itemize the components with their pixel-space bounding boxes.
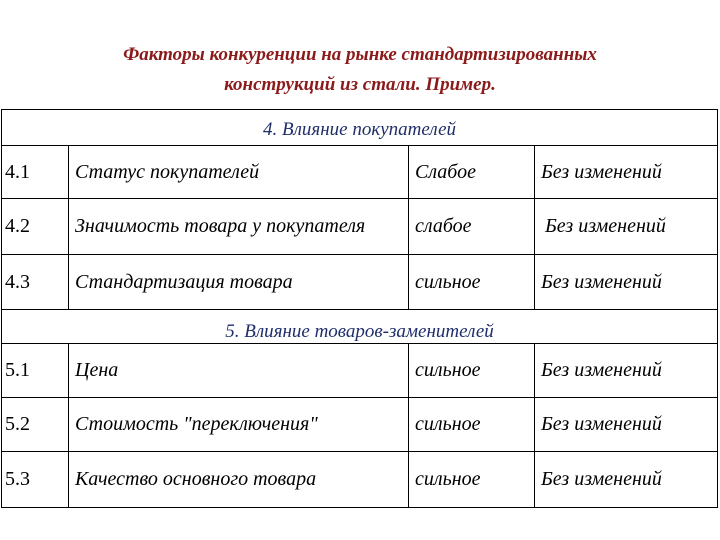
factor-name: Значимость товара у покупателя — [69, 199, 409, 255]
factor-name: Цена — [69, 344, 409, 398]
factor-name: Стоимость "переключения" — [69, 398, 409, 452]
section-heading: 5. Влияние товаров-заменителей — [2, 310, 718, 344]
page-title — [0, 40, 720, 100]
title-line-2: конструкций из стали. Пример. — [224, 74, 496, 95]
factor-change: Без изменений — [535, 146, 718, 199]
factor-strength: сильное — [409, 398, 535, 452]
table-row — [2, 398, 718, 452]
factor-change: Без изменений — [535, 344, 718, 398]
factor-strength: сильное — [409, 452, 535, 508]
section-heading: 4. Влияние покупателей — [2, 110, 718, 146]
table-row — [2, 255, 718, 310]
section-header-row — [2, 110, 718, 146]
row-number: 4.2 — [2, 199, 69, 255]
section-header-row — [2, 310, 718, 344]
row-number: 5.1 — [2, 344, 69, 398]
factor-strength: слабое — [409, 199, 535, 255]
factor-strength: Слабое — [409, 146, 535, 199]
factor-name: Стандартизация товара — [69, 255, 409, 310]
table-row — [2, 199, 718, 255]
row-number: 5.2 — [2, 398, 69, 452]
row-number: 4.1 — [2, 146, 69, 199]
factor-strength: сильное — [409, 255, 535, 310]
factors-table — [1, 109, 718, 508]
row-number: 5.3 — [2, 452, 69, 508]
factor-strength: сильное — [409, 344, 535, 398]
factor-change: Без изменений — [535, 199, 718, 255]
title-line-1: Факторы конкуренции на рынке стандартизированных — [123, 44, 597, 65]
factor-change: Без изменений — [535, 255, 718, 310]
factor-change: Без изменений — [535, 452, 718, 508]
row-number: 4.3 — [2, 255, 69, 310]
table-row — [2, 146, 718, 199]
table-row — [2, 452, 718, 508]
table-row — [2, 344, 718, 398]
factor-name: Статус покупателей — [69, 146, 409, 199]
factor-name: Качество основного товара — [69, 452, 409, 508]
factor-change: Без изменений — [535, 398, 718, 452]
